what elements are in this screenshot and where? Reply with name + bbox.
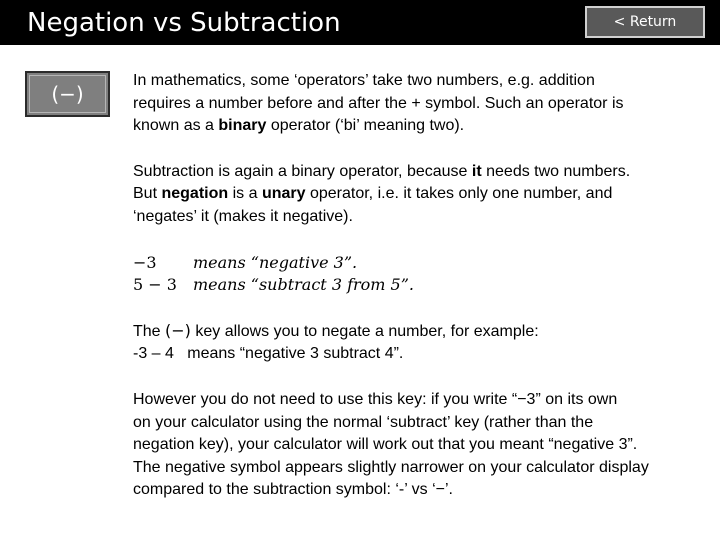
main-content — [133, 70, 703, 525]
text-line: negation key), your calculator will work out that you meant “negative 3”. — [133, 436, 638, 454]
text-line: The (−) key allows you to negate a number, for example: — [133, 320, 539, 340]
example-meaning: means “negative 3”. — [193, 252, 358, 272]
return-button[interactable]: < Return — [585, 6, 705, 38]
text-line: In mathematics, some ‘operators’ take two numbers, e.g. addition — [133, 72, 595, 89]
text-line: ‘negates’ it (makes it negative). — [133, 207, 353, 225]
page-title: Negation vs Subtraction — [27, 8, 341, 38]
bold-term-unary: unary — [261, 185, 306, 203]
paragraph-subtract-key-note — [133, 389, 703, 502]
text-line: compared to the subtraction symbol: ‘-’ vs ‘−’. — [133, 481, 453, 499]
example-expression: 5 − 3 — [133, 275, 177, 295]
inline-negation-key: (−) — [165, 320, 191, 340]
bold-term-it: it — [471, 162, 482, 180]
bold-term-binary: binary — [218, 117, 267, 135]
text-line: But negation is a unary operator, i.e. it takes only one number, and — [133, 185, 613, 203]
example-row — [133, 274, 703, 297]
bold-term-negation: negation — [161, 185, 229, 203]
example-row — [133, 252, 703, 275]
header-bar — [0, 0, 720, 45]
examples-block — [133, 252, 703, 297]
example-meaning: means “subtract 3 from 5”. — [193, 275, 414, 295]
example-expression: −3 — [133, 252, 157, 272]
text-line: requires a number before and after the + symbol. Such an operator is — [133, 94, 624, 112]
text-line: -3 – 4 means “negative 3 subtract 4”. — [133, 345, 404, 363]
text-line: known as a binary operator (‘bi’ meaning two). — [133, 117, 465, 135]
text-line: on your calculator using the normal ‘subtract’ key (rather than the — [133, 413, 594, 431]
paragraph-key-usage — [133, 320, 703, 366]
negation-key-icon — [25, 71, 110, 117]
text-line: However you do not need to use this key: if you write “−3” on its own — [133, 390, 618, 408]
text-line: Subtraction is again a binary operator, because it needs two numbers. — [133, 162, 631, 180]
text-line: The negative symbol appears slightly narrower on your calculator display — [133, 458, 649, 476]
paragraph-unary-operators — [133, 161, 703, 229]
negation-key-label: (−) — [29, 75, 106, 113]
paragraph-binary-operators — [133, 70, 703, 138]
